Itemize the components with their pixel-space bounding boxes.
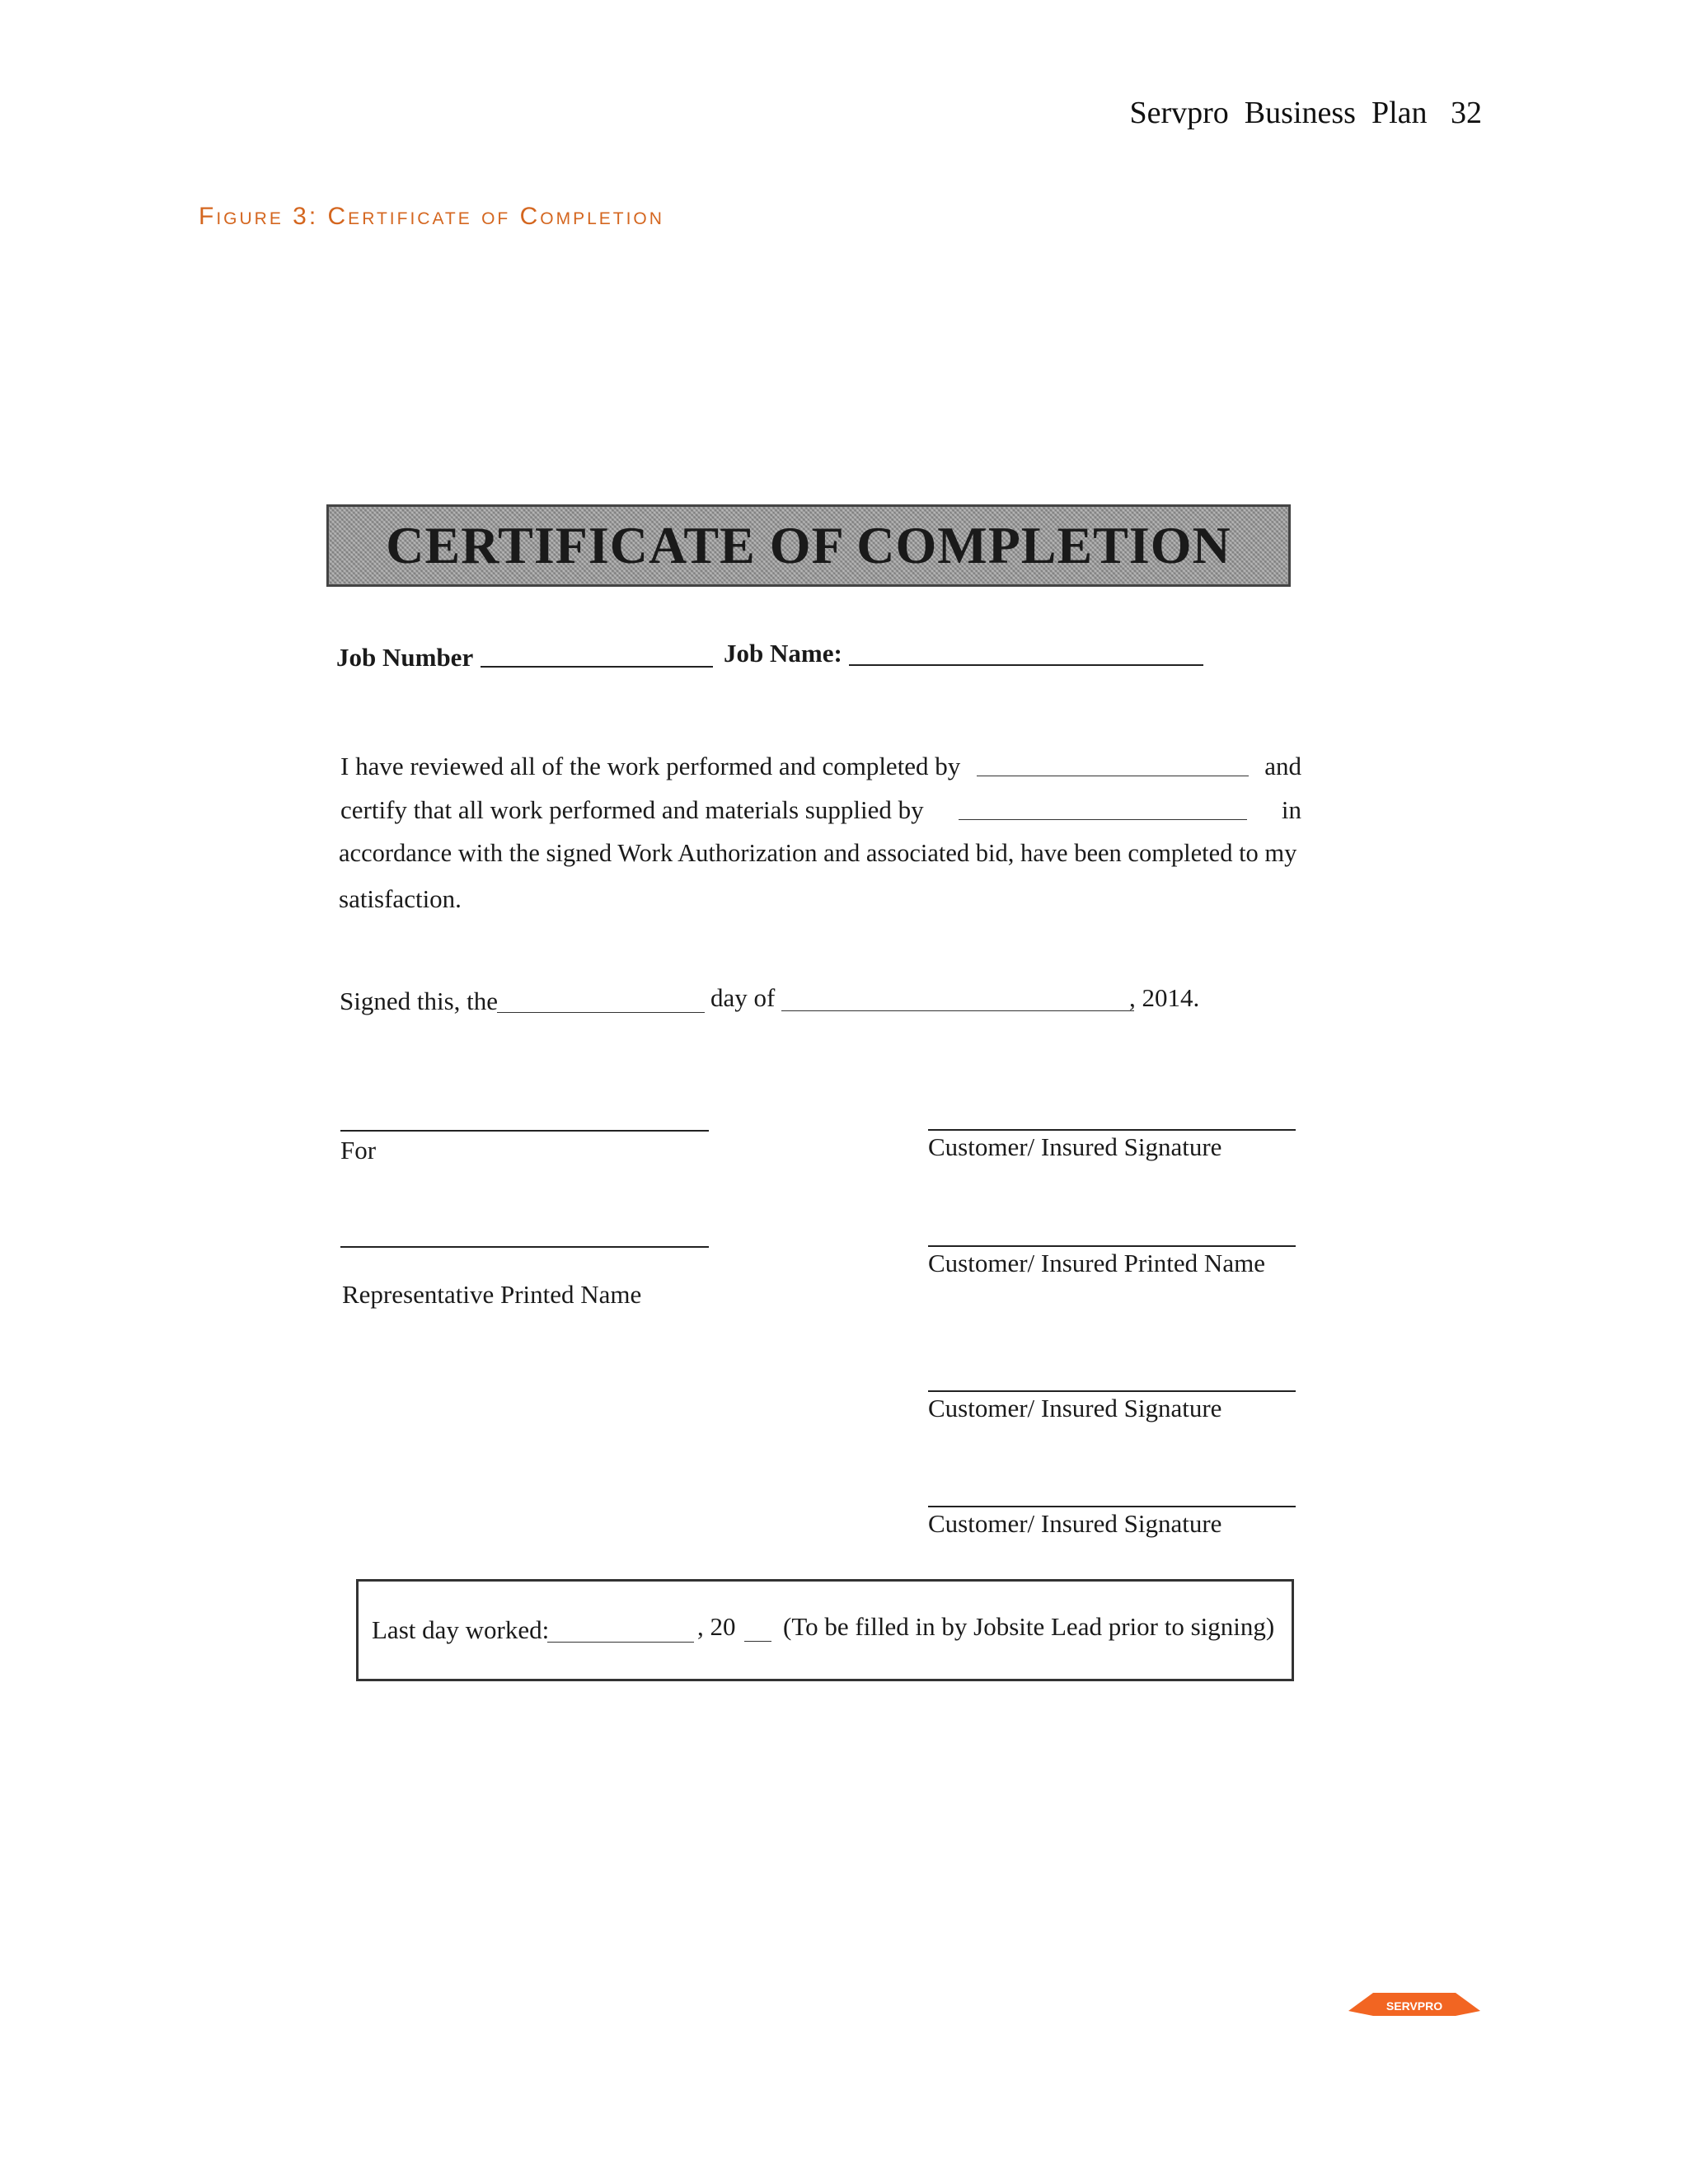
paragraph-line-3: accordance with the signed Work Authorization and associated bid, have been completed to my — [339, 839, 1297, 867]
rep-printed-name-label: Representative Printed Name — [342, 1280, 642, 1309]
signed-year-label: , 2014. — [1129, 983, 1200, 1012]
customer-signature-label-2: Customer/ Insured Signature — [928, 1394, 1222, 1422]
job-number-line — [481, 666, 713, 668]
figure-caption: Figure 3: Certificate of Completion — [199, 203, 664, 230]
signed-day-line — [497, 1012, 705, 1013]
signed-this-label: Signed this, the — [340, 987, 499, 1015]
last-day-box — [356, 1579, 1294, 1681]
for-label: For — [340, 1136, 377, 1165]
customer-printed-line — [928, 1245, 1296, 1247]
customer-printed-name-label: Customer/ Insured Printed Name — [928, 1249, 1265, 1277]
last-day-year-line — [744, 1641, 771, 1642]
paragraph-line-4: satisfaction. — [339, 884, 462, 913]
banner-title: CERTIFICATE OF COMPLETION — [386, 516, 1231, 574]
servpro-logo-icon — [1348, 1990, 1480, 2019]
customer-signature-label-3: Customer/ Insured Signature — [928, 1509, 1222, 1538]
paragraph-line-2-end: in — [1281, 795, 1301, 824]
last-day-label: Last day worked: — [372, 1615, 550, 1644]
servpro-logo-text: SERVPRO — [1386, 1999, 1443, 2013]
customer-sig-line-2 — [928, 1390, 1296, 1392]
last-day-note: (To be filled in by Jobsite Lead prior to signing) — [783, 1612, 1275, 1641]
last-day-year: , 20 — [697, 1612, 736, 1641]
job-name-label: Job Name: — [724, 639, 842, 668]
page-header: Servpro Business Plan 32 — [1129, 96, 1482, 130]
job-name-line — [849, 664, 1203, 666]
signed-day-of-label: day of — [710, 983, 776, 1012]
for-signature-line — [340, 1130, 709, 1132]
customer-signature-label-1: Customer/ Insured Signature — [928, 1132, 1222, 1161]
paragraph-line-1-text: I have reviewed all of the work performed and completed by — [340, 752, 961, 780]
paragraph-line-1 — [340, 752, 1301, 781]
paragraph-blank-2 — [959, 819, 1247, 820]
last-day-line — [547, 1642, 694, 1643]
signed-month-line — [781, 1010, 1134, 1011]
job-number-label: Job Number — [336, 643, 474, 672]
paragraph-line-1-end: and — [1264, 752, 1301, 780]
customer-sig-line-1 — [928, 1129, 1296, 1131]
paragraph-line-2 — [340, 795, 1301, 825]
rep-name-line — [340, 1246, 709, 1248]
paragraph-line-2-text: certify that all work performed and materials supplied by — [340, 795, 924, 824]
certificate-banner — [326, 504, 1291, 587]
customer-sig-line-3 — [928, 1506, 1296, 1507]
